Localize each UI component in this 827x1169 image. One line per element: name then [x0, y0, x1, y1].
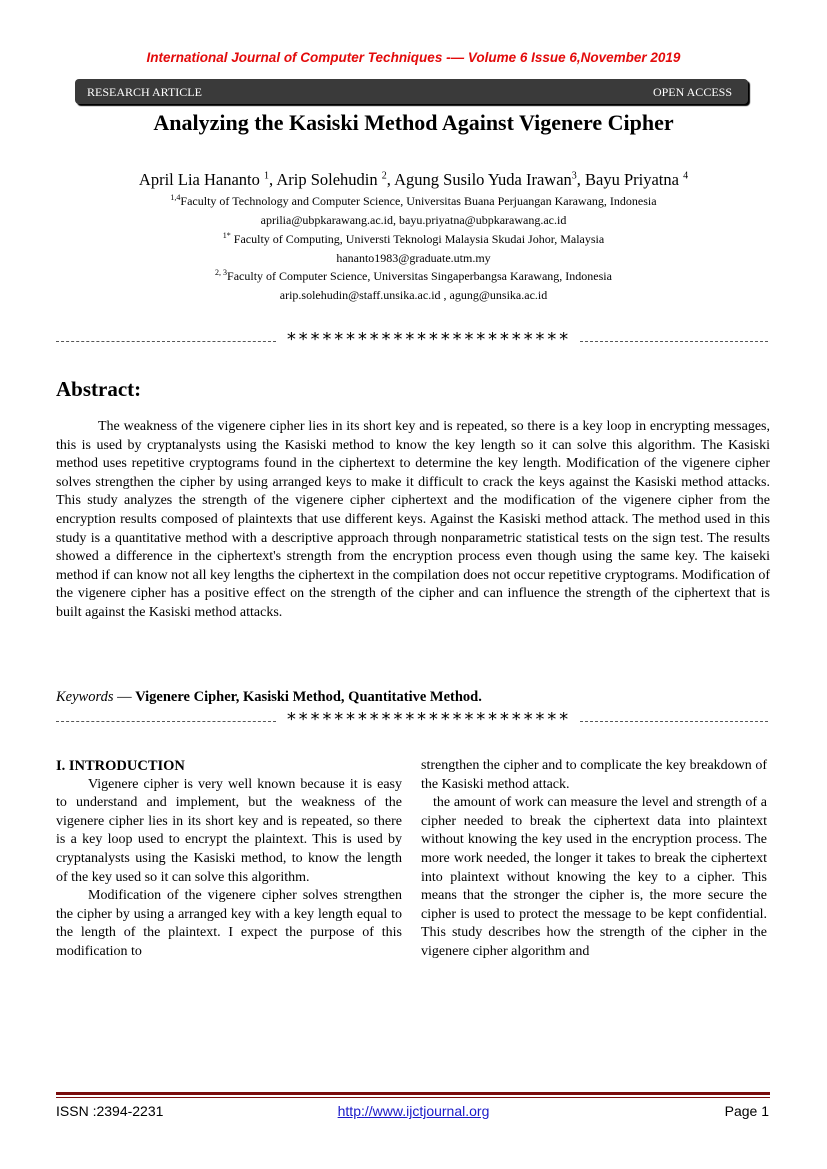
- intro-column-left: [56, 757, 402, 962]
- divider-stars: ************************: [285, 709, 571, 730]
- section-divider: [56, 709, 768, 730]
- divider-dash-left: [56, 721, 276, 722]
- author-name: , Arip Solehudin: [269, 170, 382, 189]
- affiliation-text: Faculty of Technology and Computer Science, Universitas Buana Perjuangan Karawang, Indonesia: [180, 194, 657, 208]
- affiliation-email: arip.solehudin@staff.unsika.ac.id , agung@unsika.ac.id: [279, 288, 548, 302]
- author-marker: 3: [571, 170, 577, 182]
- article-type-bar: [75, 79, 748, 104]
- section-divider: [56, 329, 768, 350]
- affiliation-text: Faculty of Computer Science, Universitas Singaperbangsa Karawang, Indonesia: [227, 269, 612, 283]
- abstract-body: The weakness of the vigenere cipher lies in its short key and is repeated, so there is a key loop in encrypting messages, this is used by cryptanalysts using the Kasiski method to know the key length so it can solve this algorithm. The Kasiski method uses repetitive cryptograms found in the ciphertext to determine the key length. Modification of the vigenere cipher solves strengthen the cipher by using arranged keys to make it difficult to crack the keys against the Kasiski method attacks. This study analyzes the strength of the vigenere cipher ciphertext and the modification of the vigenere cipher from the encryption results composed of plaintexts that use different keys. Against the Kasiski method attack. The method used in this study is a quantitative method with a descriptive approach through nonparametric statistical tests on the sign test. The results showed a difference in the ciphertext's strength from the encryption process even though using the same key. The kaiseki method if can know not all key lengths the ciphertext in the compilation does not occur repetitive cryptograms. Modification of the vigenere cipher has a positive effect on the strength of the cipher and can influence the strength of the ciphertext that is built against the Kasiski method attacks.: [56, 419, 770, 620]
- author-marker: 4: [683, 170, 689, 182]
- section-heading: I. INTRODUCTION: [56, 758, 185, 774]
- affiliation-line: [0, 193, 827, 209]
- affiliation-line: [0, 250, 827, 266]
- author-name: , Bayu Priyatna: [576, 170, 684, 189]
- journal-header: International Journal of Computer Techniques -— Volume 6 Issue 6,November 2019: [146, 50, 681, 65]
- paper-title: Analyzing the Kasiski Method Against Vigenere Cipher: [153, 110, 674, 135]
- intro-column-right: [421, 757, 767, 962]
- author-name: , Agung Susilo Yuda Irawan: [386, 170, 572, 189]
- affiliation-line: [0, 287, 827, 303]
- affiliation-line: [0, 212, 827, 228]
- author-list: [0, 170, 827, 190]
- page-number: Page 1: [724, 1103, 769, 1119]
- divider-dash-right: [580, 721, 768, 722]
- keywords: [56, 689, 482, 706]
- affiliation-line: [0, 268, 827, 284]
- footer-rule: [56, 1097, 770, 1098]
- paragraph: strengthen the cipher and to complicate the key breakdown of the Kasiski method attack.: [421, 758, 767, 792]
- affiliation-marker: 1*: [222, 231, 231, 240]
- keywords-label: Keywords: [56, 689, 114, 705]
- issn-number: ISSN :2394-2231: [56, 1103, 164, 1119]
- affiliation-marker: 1,4: [170, 193, 181, 202]
- abstract-heading: Abstract:: [56, 377, 142, 401]
- paragraph: Modification of the vigenere cipher solves strengthen the cipher by using a arranged key with a key length equal to the length of the plaintext. I expect the purpose of this modification to: [56, 888, 402, 959]
- affiliation-email: aprilia@ubpkarawang.ac.id, bayu.priyatna@ubpkarawang.ac.id: [260, 213, 567, 227]
- author-name: April Lia Hananto: [138, 170, 264, 189]
- paragraph: Vigenere cipher is very well known because it is easy to understand and implement, but the weakness of the vigenere cipher lies in its short key and is repeated, so there is a key loop used to encrypt the plaintext. This is used by cryptanalysts using the Kasiski method, to know the length of the key used so it can solve this algorithm.: [56, 776, 402, 885]
- article-type-label: RESEARCH ARTICLE: [87, 85, 202, 99]
- keywords-text: Vigenere Cipher, Kasiski Method, Quantitative Method.: [135, 689, 482, 705]
- paragraph: the amount of work can measure the level and strength of a cipher needed to break the ciphertext data into plaintext without knowing the key used in the encryption process. The more work needed, the longer it takes to break the ciphertext into plaintext without knowing the key to a cipher. This means that the stronger the cipher is, the more secure the cipher is used to protect the message to be kept confidential. This study describes how the strength of the cipher in the vigenere cipher algorithm and: [421, 795, 767, 959]
- divider-dash-left: [56, 341, 276, 342]
- divider-dash-right: [580, 341, 768, 342]
- affiliation-marker: 2, 3: [215, 268, 228, 277]
- divider-stars: ************************: [285, 329, 571, 350]
- affiliation-text: Faculty of Computing, Universti Teknologi Malaysia Skudai Johor, Malaysia: [230, 232, 605, 246]
- journal-url-link[interactable]: http://www.ijctjournal.org: [337, 1103, 490, 1119]
- author-marker: 2: [381, 170, 387, 182]
- affiliation-email: hananto1983@graduate.utm.my: [336, 251, 491, 265]
- keywords-separator: —: [113, 689, 136, 705]
- footer-rule: [56, 1092, 770, 1095]
- affiliation-line: [0, 231, 827, 247]
- open-access-label: OPEN ACCESS: [652, 85, 732, 99]
- author-marker: 1: [264, 170, 269, 182]
